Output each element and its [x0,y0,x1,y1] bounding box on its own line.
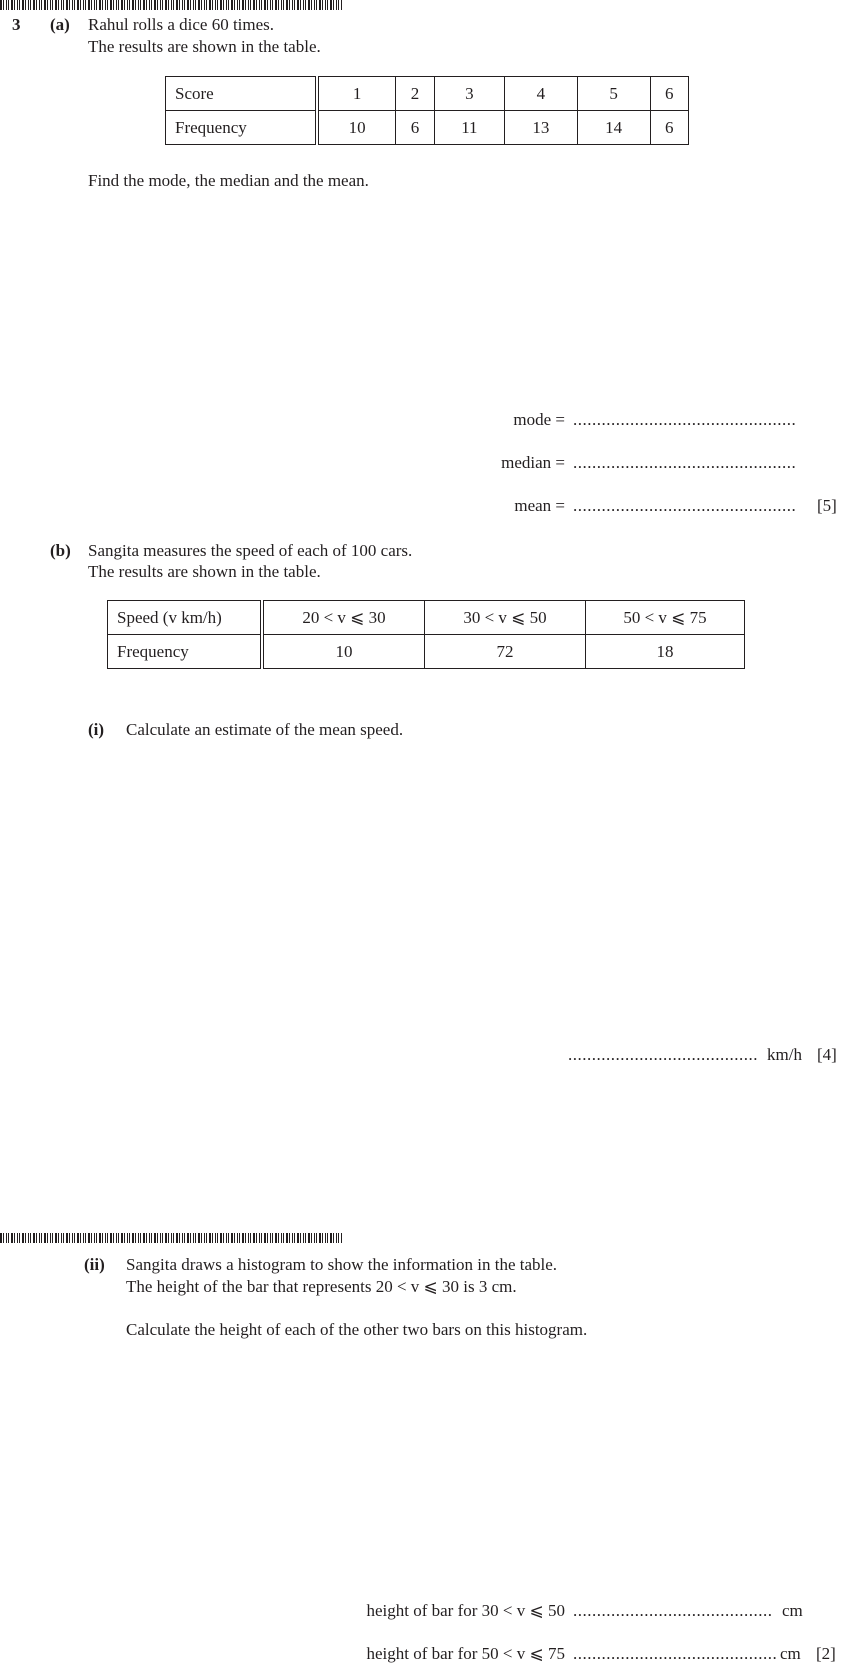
part-b-line2: The results are shown in the table. [88,562,321,581]
part-b-ii-label: (ii) [84,1255,105,1274]
part-b-i-marks: [4] [817,1045,837,1064]
frequency-cell: 6 [396,111,434,145]
score-cell: 3 [434,77,504,111]
part-b-ii-line3: Calculate the height of each of the other two bars on this histogram. [126,1320,588,1339]
part-a-line1: Rahul rolls a dice 60 times. [88,15,275,34]
bar-50-75-answer-line[interactable]: ........................................... [573,1644,778,1663]
speed-interval-cell: 50 < v ⩽ 75 [586,601,745,635]
part-b-ii-marks: [2] [816,1644,836,1663]
median-label: median = [501,453,565,472]
score-cell: 5 [577,77,650,111]
frequency-cell: 14 [577,111,650,145]
score-cell: 2 [396,77,434,111]
mean-label: mean = [514,496,565,515]
speed-frequency-cell: 72 [425,635,586,669]
question-number: 3 [12,15,21,34]
median-answer-line[interactable]: ............................................... [573,453,797,472]
mean-speed-unit: km/h [767,1045,802,1064]
speed-interval-cell: 30 < v ⩽ 50 [425,601,586,635]
part-b-i-label: (i) [88,720,105,739]
speed-frequency-header: Frequency [108,635,263,669]
frequency-cell: 10 [317,111,396,145]
bar-50-75-unit: cm [780,1644,801,1663]
speed-interval-cell: 20 < v ⩽ 30 [262,601,425,635]
frequency-cell: 6 [650,111,688,145]
part-b-ii-line2: The height of the bar that represents 20 < v ⩽ 30 is 3 cm. [126,1277,517,1296]
score-cell: 6 [650,77,688,111]
part-b-i-text: Calculate an estimate of the mean speed. [126,720,404,739]
score-header: Score [166,77,318,111]
part-a-label: (a) [50,15,70,34]
mode-label: mode = [513,410,565,429]
part-b-ii-line1: Sangita draws a histogram to show the information in the table. [126,1255,558,1274]
score-cell: 4 [505,77,578,111]
part-a-instruction: Find the mode, the median and the mean. [88,171,369,190]
bar-30-50-answer-line[interactable]: .......................................... [573,1601,773,1620]
dice-results-table [165,76,689,145]
mean-speed-answer-line[interactable]: ........................................ [568,1045,758,1064]
bar-50-75-label: height of bar for 50 < v ⩽ 75 [366,1644,565,1663]
frequency-cell: 11 [434,111,504,145]
bar-30-50-label: height of bar for 30 < v ⩽ 50 [366,1601,565,1620]
mode-answer-line[interactable]: ............................................... [573,410,797,429]
bar-30-50-unit: cm [782,1601,803,1620]
mean-answer-line[interactable]: ............................................... [573,496,797,515]
frequency-cell: 13 [505,111,578,145]
speed-frequency-cell: 18 [586,635,745,669]
part-a-line2: The results are shown in the table. [88,37,321,56]
speed-header: Speed (v km/h) [108,601,263,635]
part-b-line1: Sangita measures the speed of each of 100 cars. [88,541,413,560]
part-a-marks: [5] [817,496,837,515]
score-cell: 1 [317,77,396,111]
part-b-label: (b) [50,541,71,560]
page-barcode [0,1233,342,1243]
speed-results-table [107,600,745,669]
frequency-header: Frequency [166,111,318,145]
top-barcode [0,0,342,10]
speed-frequency-cell: 10 [262,635,425,669]
